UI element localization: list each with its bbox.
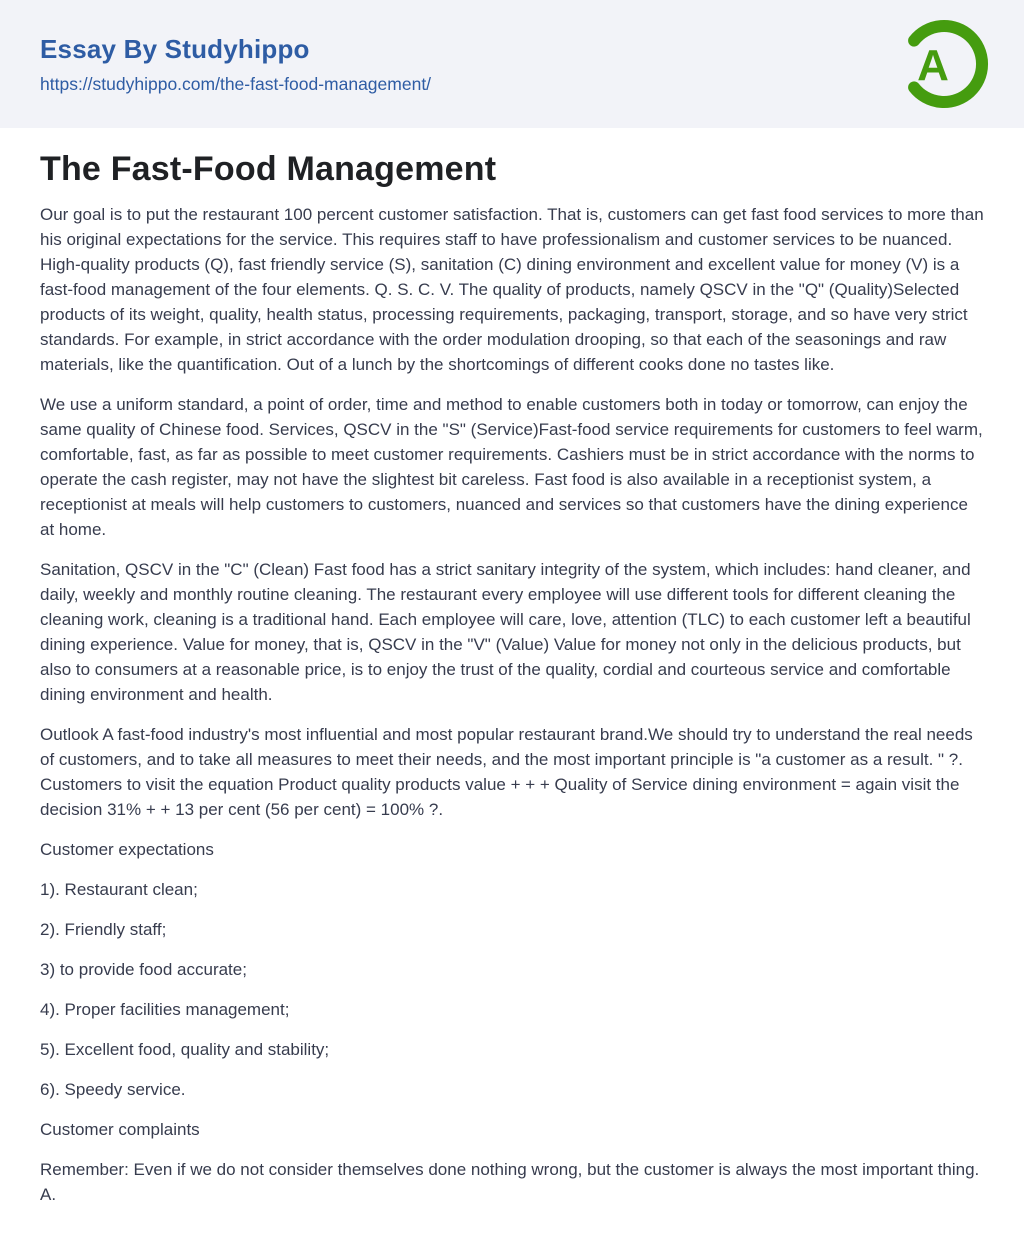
logo-a-icon (898, 18, 990, 110)
expectation-item: 1). Restaurant clean; (40, 880, 198, 899)
article (0, 128, 1024, 1207)
article-paragraph: Our goal is to put the restaurant 100 percent customer satisfaction. That is, customers can get fast food services to more than his original expectations for the service. This requires staff to have professionalism and customer services to be nuanced. High-quality products (Q), fast friendly service (S), sanitation (C) dining environment and excellent value for money (V) is a fast-food management of the four elements. Q. S. C. V. The quality of products, namely QSCV in the "Q" (Quality)Selected products of its weight, quality, health status, processing requirements, packaging, transport, storage, and so have very strict standards. For example, in strict accordance with the order modulation drooping, so that each of the seasonings and raw materials, like the quantification. Out of a lunch by the shortcomings of different cooks done no tastes like. (40, 205, 984, 374)
studyhippo-logo (898, 18, 990, 110)
essay-url-link[interactable]: https://studyhippo.com/the-fast-food-management/ (40, 73, 432, 94)
article-title: The Fast-Food Management (40, 150, 497, 188)
expectation-item: 6). Speedy service. (40, 1080, 186, 1099)
article-paragraph: We use a uniform standard, a point of order, time and method to enable customers both in today or tomorrow, can enjoy the same quality of Chinese food. Services, QSCV in the "S" (Service)Fast-food service requirements for customers to feel warm, comfortable, fast, as far as possible to meet customer requirements. Cashiers must be in strict accordance with the norms to operate the cash register, may not have the slightest bit careless. Fast food is also available in a receptionist system, a receptionist at meals will help customers to customers, nuanced and services so that customers have the dining experience at home. (40, 395, 983, 539)
expectation-item: 2). Friendly staff; (40, 920, 167, 939)
header (0, 0, 1024, 128)
article-paragraph: Outlook A fast-food industry's most influential and most popular restaurant brand.We should try to understand the real needs of customers, and to take all measures to meet their needs, and the most important principle is "a customer as a result. " ?. Customers to visit the equation Product quality products value + + + Quality of Service dining environment = again visit the decision 31% + + 13 per cent (56 per cent) = 100% ?. (40, 725, 973, 819)
expectation-item: 5). Excellent food, quality and stability; (40, 1040, 330, 1059)
essay-by-title: Essay By Studyhippo (40, 33, 310, 64)
expectation-item: 4). Proper facilities management; (40, 1000, 290, 1019)
section-heading-customer-expectations: Customer expectations (40, 840, 214, 859)
complaints-note: Remember: Even if we do not consider themselves done nothing wrong, but the customer is always the most important thing. A. (40, 1160, 980, 1204)
section-heading-customer-complaints: Customer complaints (40, 1120, 200, 1139)
article-paragraph: Sanitation, QSCV in the "C" (Clean) Fast food has a strict sanitary integrity of the system, which includes: hand cleaner, and daily, weekly and monthly routine cleaning. The restaurant every employee will use different tools for different cleaning the cleaning work, cleaning is a traditional hand. Each employee will care, love, attention (TLC) to each customer left a beautiful dining experience. Value for money, that is, QSCV in the "V" (Value) Value for money not only in the delicious products, but also to consumers at a reasonable price, is to enjoy the trust of the quality, cordial and courteous service and comfortable dining environment and health. (40, 560, 971, 704)
expectation-item: 3) to provide food accurate; (40, 960, 247, 979)
logo-letter: A (917, 41, 949, 90)
header-text-block (40, 34, 431, 95)
